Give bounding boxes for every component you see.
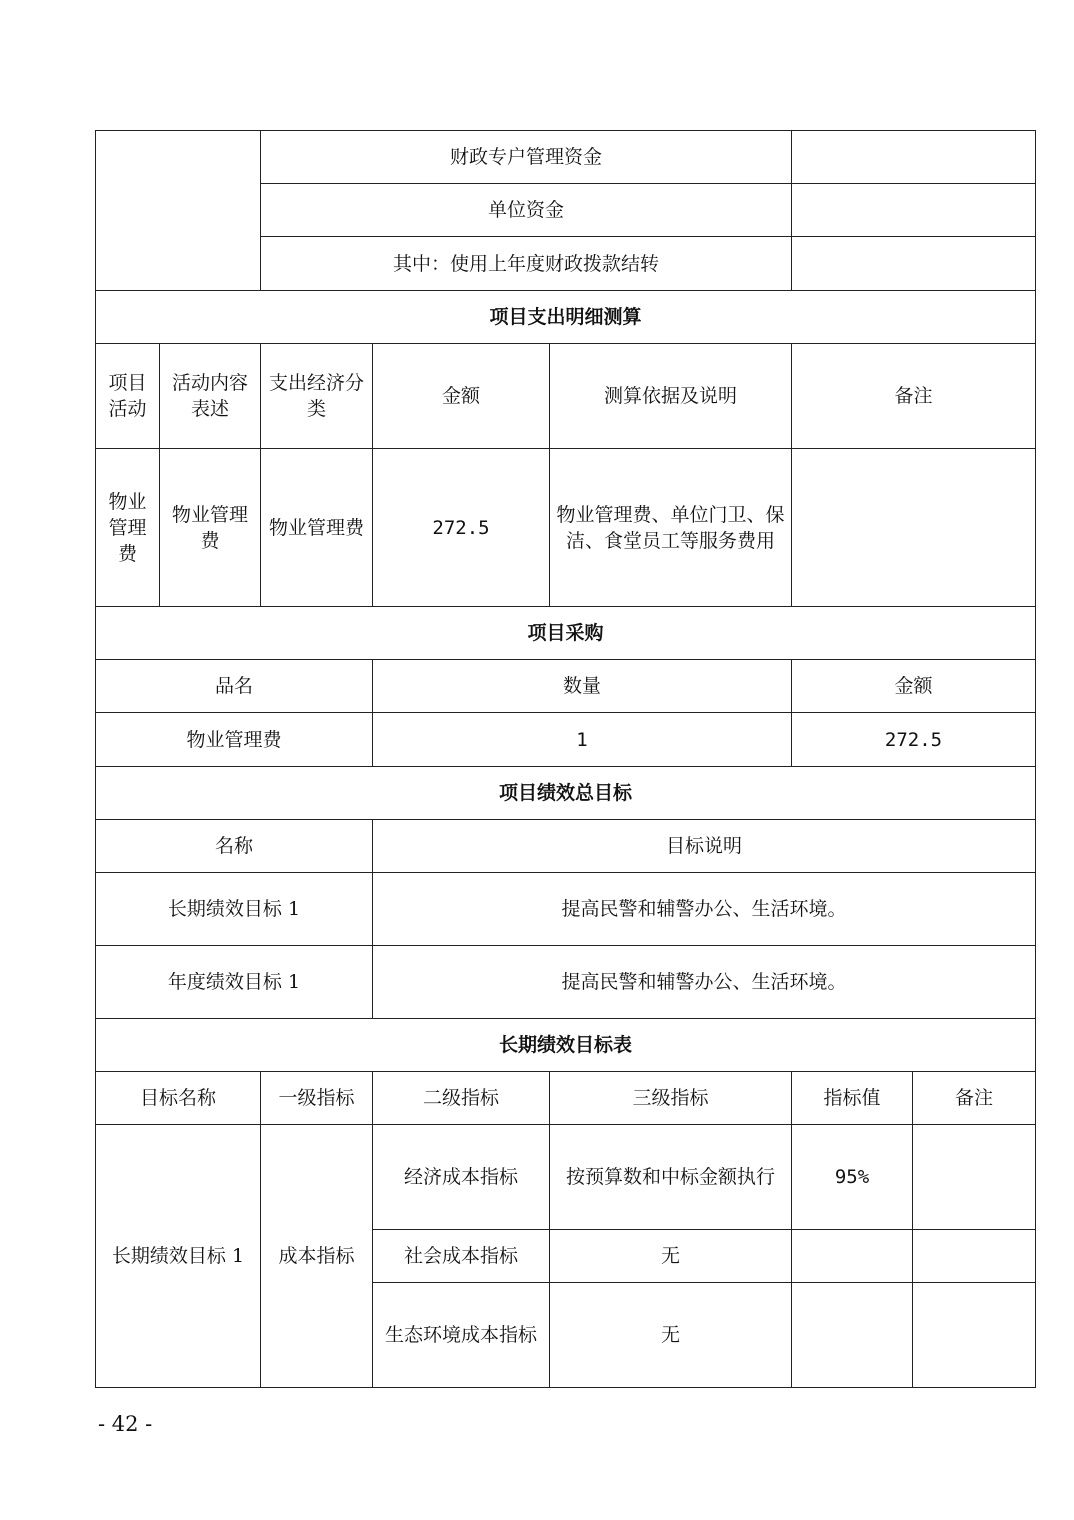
longterm-row-2-l3: 无 — [550, 1230, 792, 1283]
goals-row-1-desc: 提高民警和辅警办公、生活环境。 — [373, 873, 1036, 946]
longterm-row-2-remark — [913, 1230, 1036, 1283]
funding-row-2-value — [792, 184, 1036, 237]
detail-row-content: 物业管理费 — [160, 449, 261, 607]
funding-row-2-label: 单位资金 — [261, 184, 792, 237]
detail-row-basis: 物业管理费、单位门卫、保洁、食堂员工等服务费用 — [550, 449, 792, 607]
procurement-row-amount: 272.5 — [792, 713, 1036, 767]
detail-header-content: 活动内容表述 — [160, 344, 261, 449]
goals-row-2-desc: 提高民警和辅警办公、生活环境。 — [373, 946, 1036, 1019]
detail-row-activity: 物业管理费 — [96, 449, 160, 607]
goals-row-1-name: 长期绩效目标 1 — [96, 873, 373, 946]
detail-row-amount: 272.5 — [373, 449, 550, 607]
longterm-header-l2: 二级指标 — [373, 1072, 550, 1125]
longterm-row-2-l2: 社会成本指标 — [373, 1230, 550, 1283]
detail-header-remark: 备注 — [792, 344, 1036, 449]
longterm-row-1-remark — [913, 1125, 1036, 1230]
detail-header-basis: 测算依据及说明 — [550, 344, 792, 449]
longterm-row-3-l2: 生态环境成本指标 — [373, 1283, 550, 1388]
longterm-header-goal: 目标名称 — [96, 1072, 261, 1125]
goals-header-desc: 目标说明 — [373, 820, 1036, 873]
procurement-header-amount: 金额 — [792, 660, 1036, 713]
funding-row-3-label: 其中：使用上年度财政拨款结转 — [261, 237, 792, 291]
longterm-row-2-value — [792, 1230, 913, 1283]
detail-header-activity: 项目活动 — [96, 344, 160, 449]
page-number: - 42 - — [98, 1412, 153, 1436]
longterm-header-remark: 备注 — [913, 1072, 1036, 1125]
longterm-header-l1: 一级指标 — [261, 1072, 373, 1125]
longterm-row-3-l3: 无 — [550, 1283, 792, 1388]
longterm-goal-name: 长期绩效目标 1 — [96, 1125, 261, 1388]
longterm-section-title: 长期绩效目标表 — [96, 1019, 1036, 1072]
longterm-row-1-value: 95% — [792, 1125, 913, 1230]
longterm-l1: 成本指标 — [261, 1125, 373, 1388]
funding-row-3-value — [792, 237, 1036, 291]
goals-row-2-name: 年度绩效目标 1 — [96, 946, 373, 1019]
funding-row-1-label: 财政专户管理资金 — [261, 131, 792, 184]
procurement-header-name: 品名 — [96, 660, 373, 713]
procurement-section-title: 项目采购 — [96, 607, 1036, 660]
longterm-row-3-remark — [913, 1283, 1036, 1388]
detail-header-amount: 金额 — [373, 344, 550, 449]
procurement-row-name: 物业管理费 — [96, 713, 373, 767]
budget-table — [95, 130, 1036, 1388]
longterm-row-1-l3: 按预算数和中标金额执行 — [550, 1125, 792, 1230]
longterm-header-l3: 三级指标 — [550, 1072, 792, 1125]
funding-row-1-value — [792, 131, 1036, 184]
procurement-header-qty: 数量 — [373, 660, 792, 713]
detail-row-econ: 物业管理费 — [261, 449, 373, 607]
detail-section-title: 项目支出明细测算 — [96, 291, 1036, 344]
longterm-header-value: 指标值 — [792, 1072, 913, 1125]
funding-blank-cell — [96, 131, 261, 291]
longterm-row-3-value — [792, 1283, 913, 1388]
longterm-row-1-l2: 经济成本指标 — [373, 1125, 550, 1230]
detail-row-remark — [792, 449, 1036, 607]
procurement-row-qty: 1 — [373, 713, 792, 767]
goals-section-title: 项目绩效总目标 — [96, 767, 1036, 820]
goals-header-name: 名称 — [96, 820, 373, 873]
detail-header-econ: 支出经济分类 — [261, 344, 373, 449]
